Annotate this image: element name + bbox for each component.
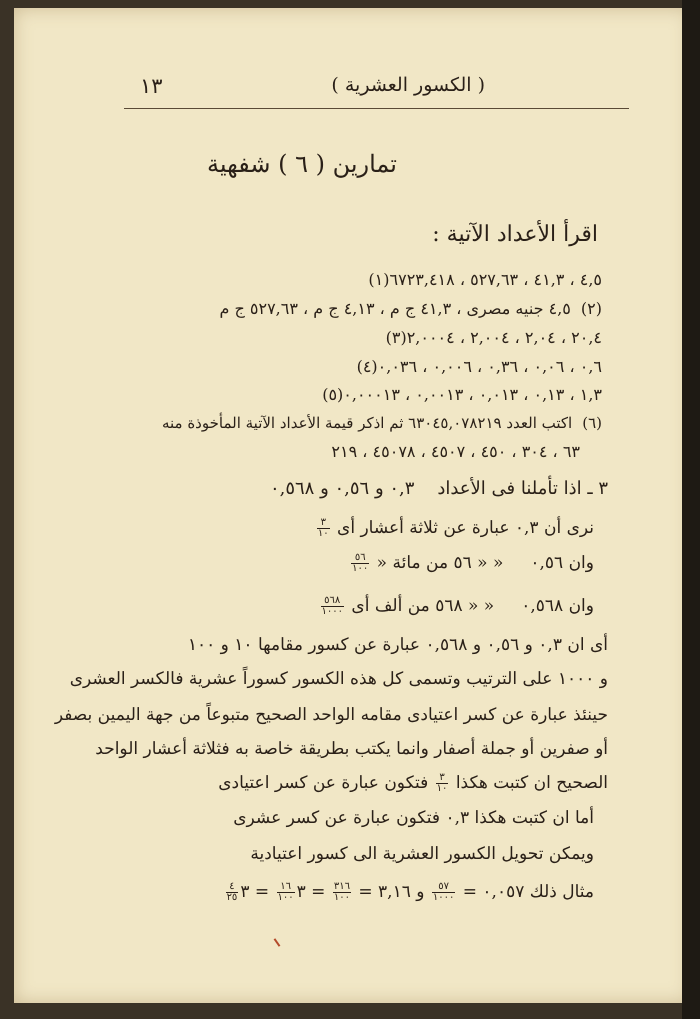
fraction: $\frac{٥٦٨}{١٠٠٠}$ bbox=[321, 595, 343, 617]
ink-mark bbox=[274, 938, 281, 947]
para3-body-5: الصحيح ان كتبت هكذا $\frac{٣}{١٠}$ فتكون عبارة عن كسر اعتيادى bbox=[218, 772, 608, 794]
para3-body-7: ويمكن تحويل الكسور العشرية الى كسور اعتيادية bbox=[250, 844, 594, 864]
fraction: $\frac{٤}{٢٥}$ bbox=[226, 881, 238, 903]
para3-body-6: أما ان كتبت هكذا ٠,٣ فتكون عبارة عن كسر عشرى bbox=[233, 808, 594, 828]
fraction: $\frac{١٦}{١٠٠}$ bbox=[277, 881, 294, 903]
para3-body-4: أو صفرين أو جملة أصفار وانما يكتب بطريقة خاصة به فثلاثة أعشار الواحد bbox=[95, 739, 608, 759]
exercise-5: (٥)١,٣ ، ٠,١٣ ، ٠,٠١٣ ، ٠,٠٠١٣ ، ٠,٠٠٠١٣ bbox=[322, 385, 602, 404]
para3-body-2: و ١٠٠٠ على الترتيب وتسمى كل هذه الكسور كسوراً عشرية فالكسر العشرى bbox=[69, 669, 608, 689]
instruction: اقرأ الأعداد الآتية : bbox=[432, 222, 598, 247]
exercise-4: (٤)٠,٦ ، ٠,٠٦ ، ٠,٣٦ ، ٠,٠٠٦ ، ٠,٠٣٦ bbox=[356, 357, 602, 376]
para3-line-2: وان ٠,٥٦ « « ٥٦ من مائة « $\frac{٥٦}{١٠٠}$ bbox=[352, 552, 594, 574]
exercise-1: (١)٤,٥ ، ٤١,٣ ، ٥٢٧,٦٣ ، ٦٧٢٣,٤١٨ bbox=[368, 270, 602, 289]
para3-body-3: حينئذ عبارة عن كسر اعتيادى مقامه الواحد الصحيح متبوعاً من جهة اليمين بصفر bbox=[54, 705, 608, 725]
exercise-3: (٣)٢٠,٤ ، ٢,٠٤ ، ٢,٠٠٤ ، ٢,٠٠٠٤ bbox=[385, 328, 602, 347]
exercise-6-values: ٦٣ ، ٣٠٤ ، ٤٥٠ ، ٤٥٠٧ ، ٤٥٠٧٨ ، ٢١٩ bbox=[331, 442, 580, 461]
fraction: $\frac{٥٧}{١٠٠٠}$ bbox=[432, 881, 455, 903]
example-line: مثال ذلك ٠,٠٥٧ = $\frac{٥٧}{١٠٠٠}$ و ٣,١٦ = $\frac{٣١٦}{١٠٠}$ = ٣ $\frac{١٦}{١٠٠}$ = ٣ $\frac{٤}{٢٥}$ bbox=[226, 881, 594, 903]
para3-line-3: وان ٠,٥٦٨ « « ٥٦٨ من ألف أى $\frac{٥٦٨}{١٠٠٠}$ bbox=[321, 595, 594, 617]
fraction: $\frac{٥٦}{١٠٠}$ bbox=[352, 552, 369, 574]
section-title: تمارين ( ٦ ) شفهية bbox=[207, 150, 397, 178]
header-rule bbox=[124, 108, 629, 109]
page-edge bbox=[682, 0, 700, 1019]
exercise-2: (٢)٤,٥ جنيه مصرى ، ٤١,٣ ج م ، ٤,١٣ ج م ، ٥٢٧,٦٣ ج م bbox=[219, 299, 602, 318]
para3-body-1: أى ان ٠,٣ و ٠,٥٦ و ٠,٥٦٨ عبارة عن كسور مقامها ١٠ و ١٠٠ bbox=[187, 635, 608, 655]
book-page bbox=[14, 8, 690, 1003]
fraction: $\frac{٣١٦}{١٠٠}$ bbox=[333, 881, 350, 903]
fraction: $\frac{٣}{١٠}$ bbox=[317, 517, 329, 539]
para3-lead: ٣ ـ اذا تأملنا فى الأعداد ٠,٣ و ٠,٥٦ و ٠,٥٦٨ bbox=[269, 478, 608, 499]
running-title: ( الكسور العشرية ) bbox=[331, 74, 485, 96]
page-number: ١٣ bbox=[140, 74, 163, 98]
exercise-6: (٦)اكتب العدد ٦٣٠٤٥,٠٧٨٢١٩ ثم اذكر قيمة الأعداد الآتية المأخوذة منه bbox=[161, 414, 602, 432]
fraction: $\frac{٣}{١٠}$ bbox=[436, 772, 448, 794]
para3-line-1: نرى أن ٠,٣ عبارة عن ثلاثة أعشار أى $\frac{٣}{١٠}$ bbox=[317, 517, 594, 539]
